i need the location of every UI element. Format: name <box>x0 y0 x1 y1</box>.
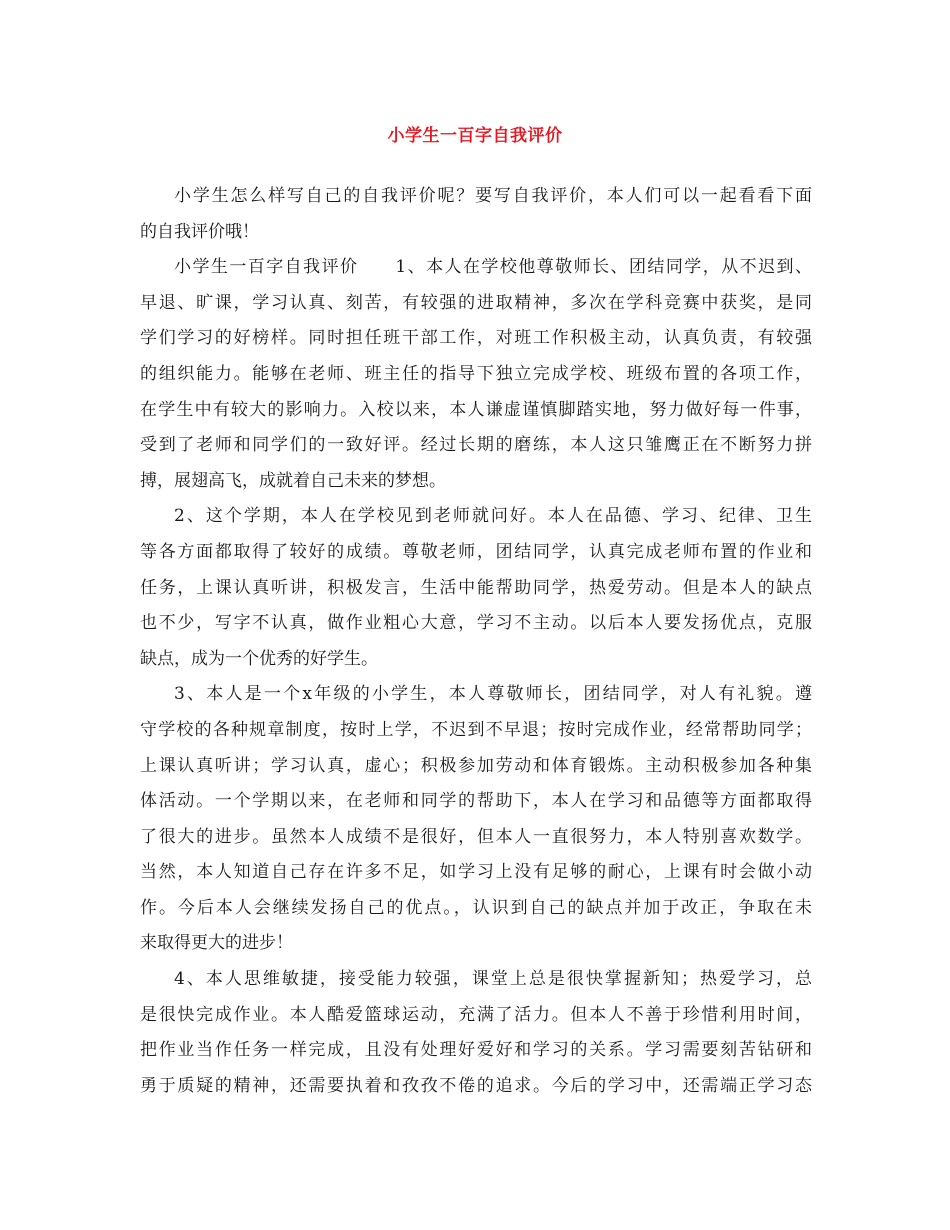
text-line: 小学生怎么样写自己的自我评价呢？要写自我评价，本人们可以一起看看下面 <box>174 186 812 206</box>
paragraph-intro <box>140 182 812 253</box>
text-line: 也不少，写字不认真，做作业粗心大意，学习不主动。以后本人要发扬优点，克服 <box>140 613 812 634</box>
paragraph-1 <box>140 253 812 502</box>
paragraph-4 <box>140 965 812 1107</box>
paragraph-3 <box>140 680 812 965</box>
text-line: 任务，上课认真听讲，积极发言，生活中能帮助同学，热爱劳动。但是本人的缺点 <box>140 577 812 598</box>
text-line: 了很大的进步。虽然本人成绩不是很好，但本人一直很努力，本人特别喜欢数学。 <box>140 826 812 847</box>
text-line: 小学生一百字自我评价 1、本人在学校他尊敬师长、团结同学，从不迟到、 <box>174 257 812 278</box>
text-line: 在学生中有较大的影响力。入校以来，本人谦虚谨慎脚踏实地，努力做好每一件事， <box>140 399 812 420</box>
text-line: 受到了老师和同学们的一致好评。经过长期的磨练，本人这只雏鹰正在不断努力拼 <box>140 435 812 456</box>
text-line: 把作业当作任务一样完成，且没有处理好爱好和学习的关系。学习需要刻苦钻研和 <box>140 1040 812 1061</box>
text-line: 早退、旷课，学习认真、刻苦，有较强的进取精神，多次在学科竞赛中获奖，是同 <box>140 292 812 313</box>
text-line: 等各方面都取得了较好的成绩。尊敬老师，团结同学，认真完成老师布置的作业和 <box>140 541 812 562</box>
text-line: 是很快完成作业。本人酷爱篮球运动，充满了活力。但本人不善于珍惜利用时间， <box>140 1004 812 1025</box>
text-line: 缺点，成为一个优秀的好学生。 <box>140 648 378 669</box>
text-line: 3、本人是一个x年级的小学生，本人尊敬师长，团结同学，对人有礼貌。遵 <box>174 684 812 705</box>
text-line: 当然，本人知道自己存在许多不足，如学习上没有足够的耐心，上课有时会做小动 <box>140 862 812 883</box>
text-line: 的组织能力。能够在老师、班主任的指导下独立完成学校、班级布置的各项工作， <box>140 363 812 384</box>
text-line: 上课认真听讲；学习认真，虚心；积极参加劳动和体育锻炼。主动积极参加各种集 <box>140 755 812 776</box>
text-line: 勇于质疑的精神，还需要执着和孜孜不倦的追求。今后的学习中，还需端正学习态 <box>140 1075 812 1096</box>
text-line: 来取得更大的进步！ <box>140 933 293 954</box>
text-line: 2、这个学期，本人在学校见到老师就问好。本人在品德、学习、纪律、卫生 <box>174 506 812 527</box>
text-line: 搏，展翅高飞，成就着自己未来的梦想。 <box>140 470 446 491</box>
paragraph-2 <box>140 502 812 680</box>
document-title: 小学生一百字自我评价 <box>387 126 563 146</box>
text-line: 学们学习的好榜样。同时担任班干部工作，对班工作积极主动，认真负责，有较强 <box>140 328 812 349</box>
text-line: 体活动。一个学期以来，在老师和同学的帮助下，本人在学习和品德等方面都取得 <box>140 791 812 812</box>
text-line: 作。今后本人会继续发扬自己的优点。，认识到自己的缺点并加于改正，争取在未 <box>140 897 812 918</box>
text-line: 守学校的各种规章制度，按时上学，不迟到不早退；按时完成作业，经常帮助同学； <box>140 719 812 740</box>
document-body <box>140 182 812 1107</box>
text-line: 的自我评价哦！ <box>140 221 259 242</box>
text-line: 4、本人思维敏捷，接受能力较强，课堂上总是很快掌握新知；热爱学习，总 <box>174 969 812 990</box>
